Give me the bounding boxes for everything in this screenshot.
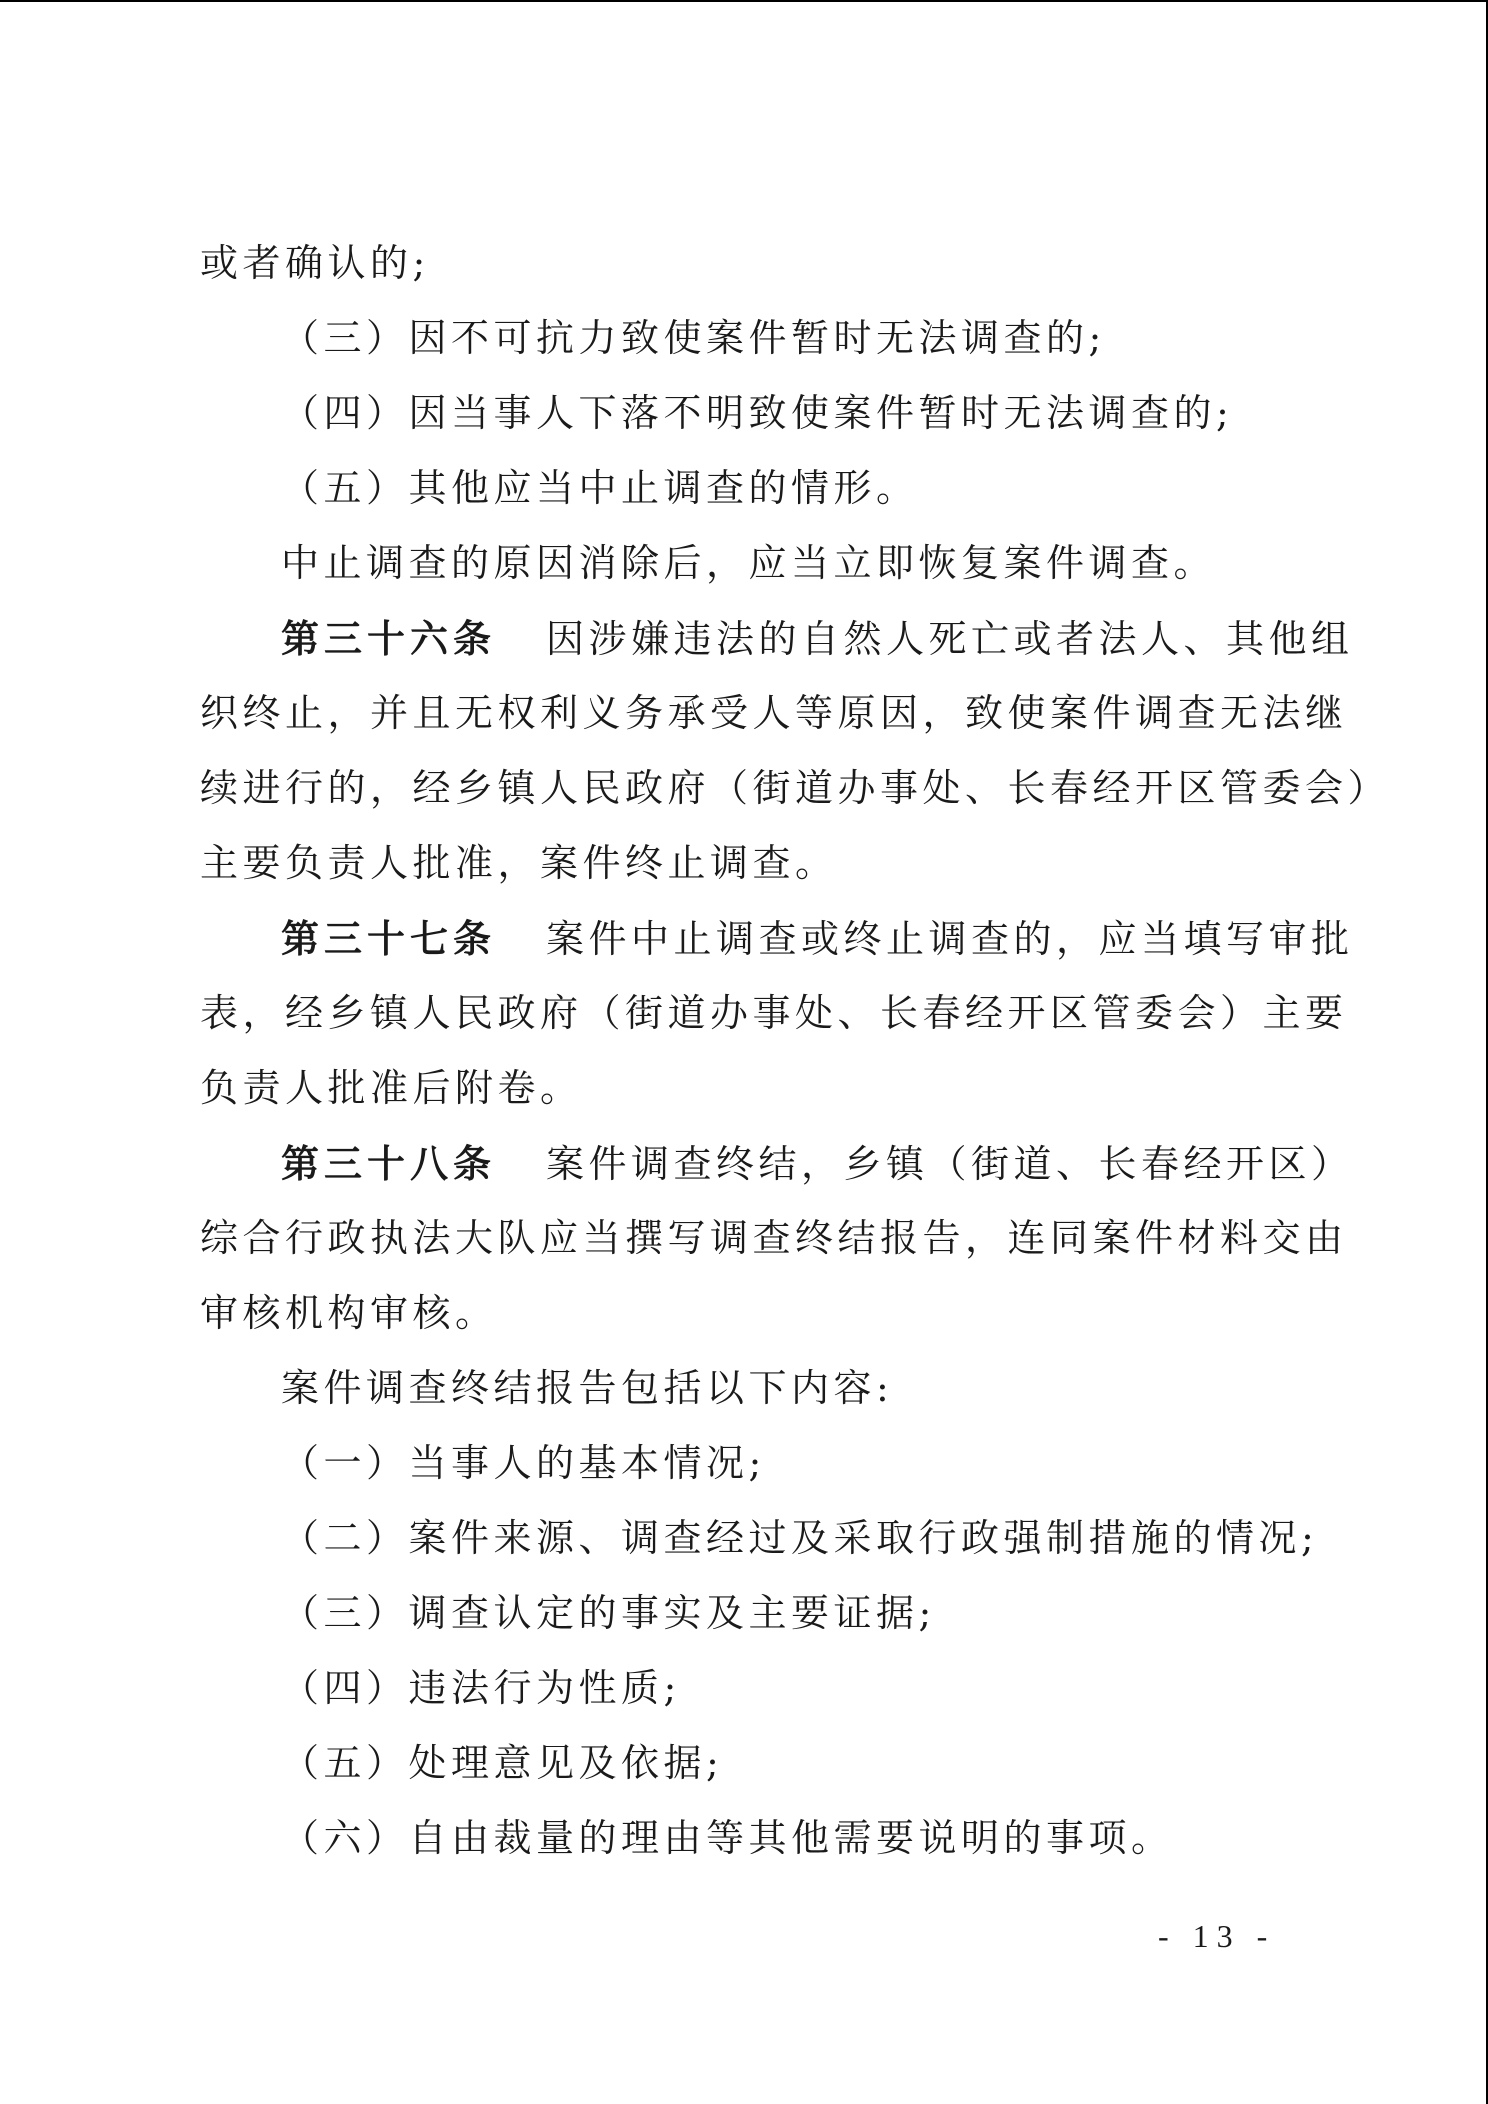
paragraph-line: 审核机构审核。 (200, 1291, 498, 1335)
paragraph-line: 表，经乡镇人民政府（街道办事处、长春经开区管委会）主要 (200, 991, 1348, 1035)
article-text: 案件调查终结，乡镇（街道、长春经开区） (546, 1142, 1354, 1186)
page-top-border (0, 0, 1488, 2)
paragraph-line: 织终止，并且无权利义务承受人等原因，致使案件调查无法继 (200, 691, 1348, 735)
paragraph-line: 中止调查的原因消除后，应当立即恢复案件调查。 (281, 541, 1217, 585)
paragraph-line: 续进行的，经乡镇人民政府（街道办事处、长春经开区管委会） (200, 766, 1391, 810)
document-body (200, 226, 1391, 1876)
paragraph-line: 综合行政执法大队应当撰写调查终结报告，连同案件材料交由 (200, 1216, 1348, 1260)
list-item-5: （五）处理意见及依据; (281, 1741, 724, 1785)
list-item-6: （六）自由裁量的理由等其他需要说明的事项。 (281, 1816, 1174, 1860)
article-heading: 第三十八条 (281, 1141, 497, 1186)
list-item-2: （二）案件来源、调查经过及采取行政强制措施的情况; (281, 1516, 1319, 1560)
paragraph-line: 负责人批准后附卷。 (200, 1066, 583, 1110)
list-item-3: （三）调查认定的事实及主要证据; (281, 1591, 936, 1635)
page-number: - 13 - (1158, 1918, 1276, 1954)
article-38-first-line (200, 1126, 1354, 1201)
list-item-4: （四）违法行为性质; (281, 1666, 681, 1710)
article-36-first-line (200, 601, 1354, 676)
paragraph-line: 或者确认的; (200, 241, 430, 285)
article-heading: 第三十七条 (281, 916, 497, 961)
paragraph-line: 案件调查终结报告包括以下内容: (281, 1366, 894, 1410)
list-item-4: （四）因当事人下落不明致使案件暂时无法调查的; (281, 391, 1234, 435)
article-text: 案件中止调查或终止调查的，应当填写审批 (546, 917, 1354, 961)
paragraph-line: 主要负责人批准，案件终止调查。 (200, 841, 838, 885)
list-item-5: （五）其他应当中止调查的情形。 (281, 466, 919, 510)
article-text: 因涉嫌违法的自然人死亡或者法人、其他组 (546, 617, 1354, 661)
list-item-3: （三）因不可抗力致使案件暂时无法调查的; (281, 316, 1106, 360)
article-heading: 第三十六条 (281, 616, 497, 661)
list-item-1: （一）当事人的基本情况; (281, 1441, 766, 1485)
article-37-first-line (200, 901, 1354, 976)
